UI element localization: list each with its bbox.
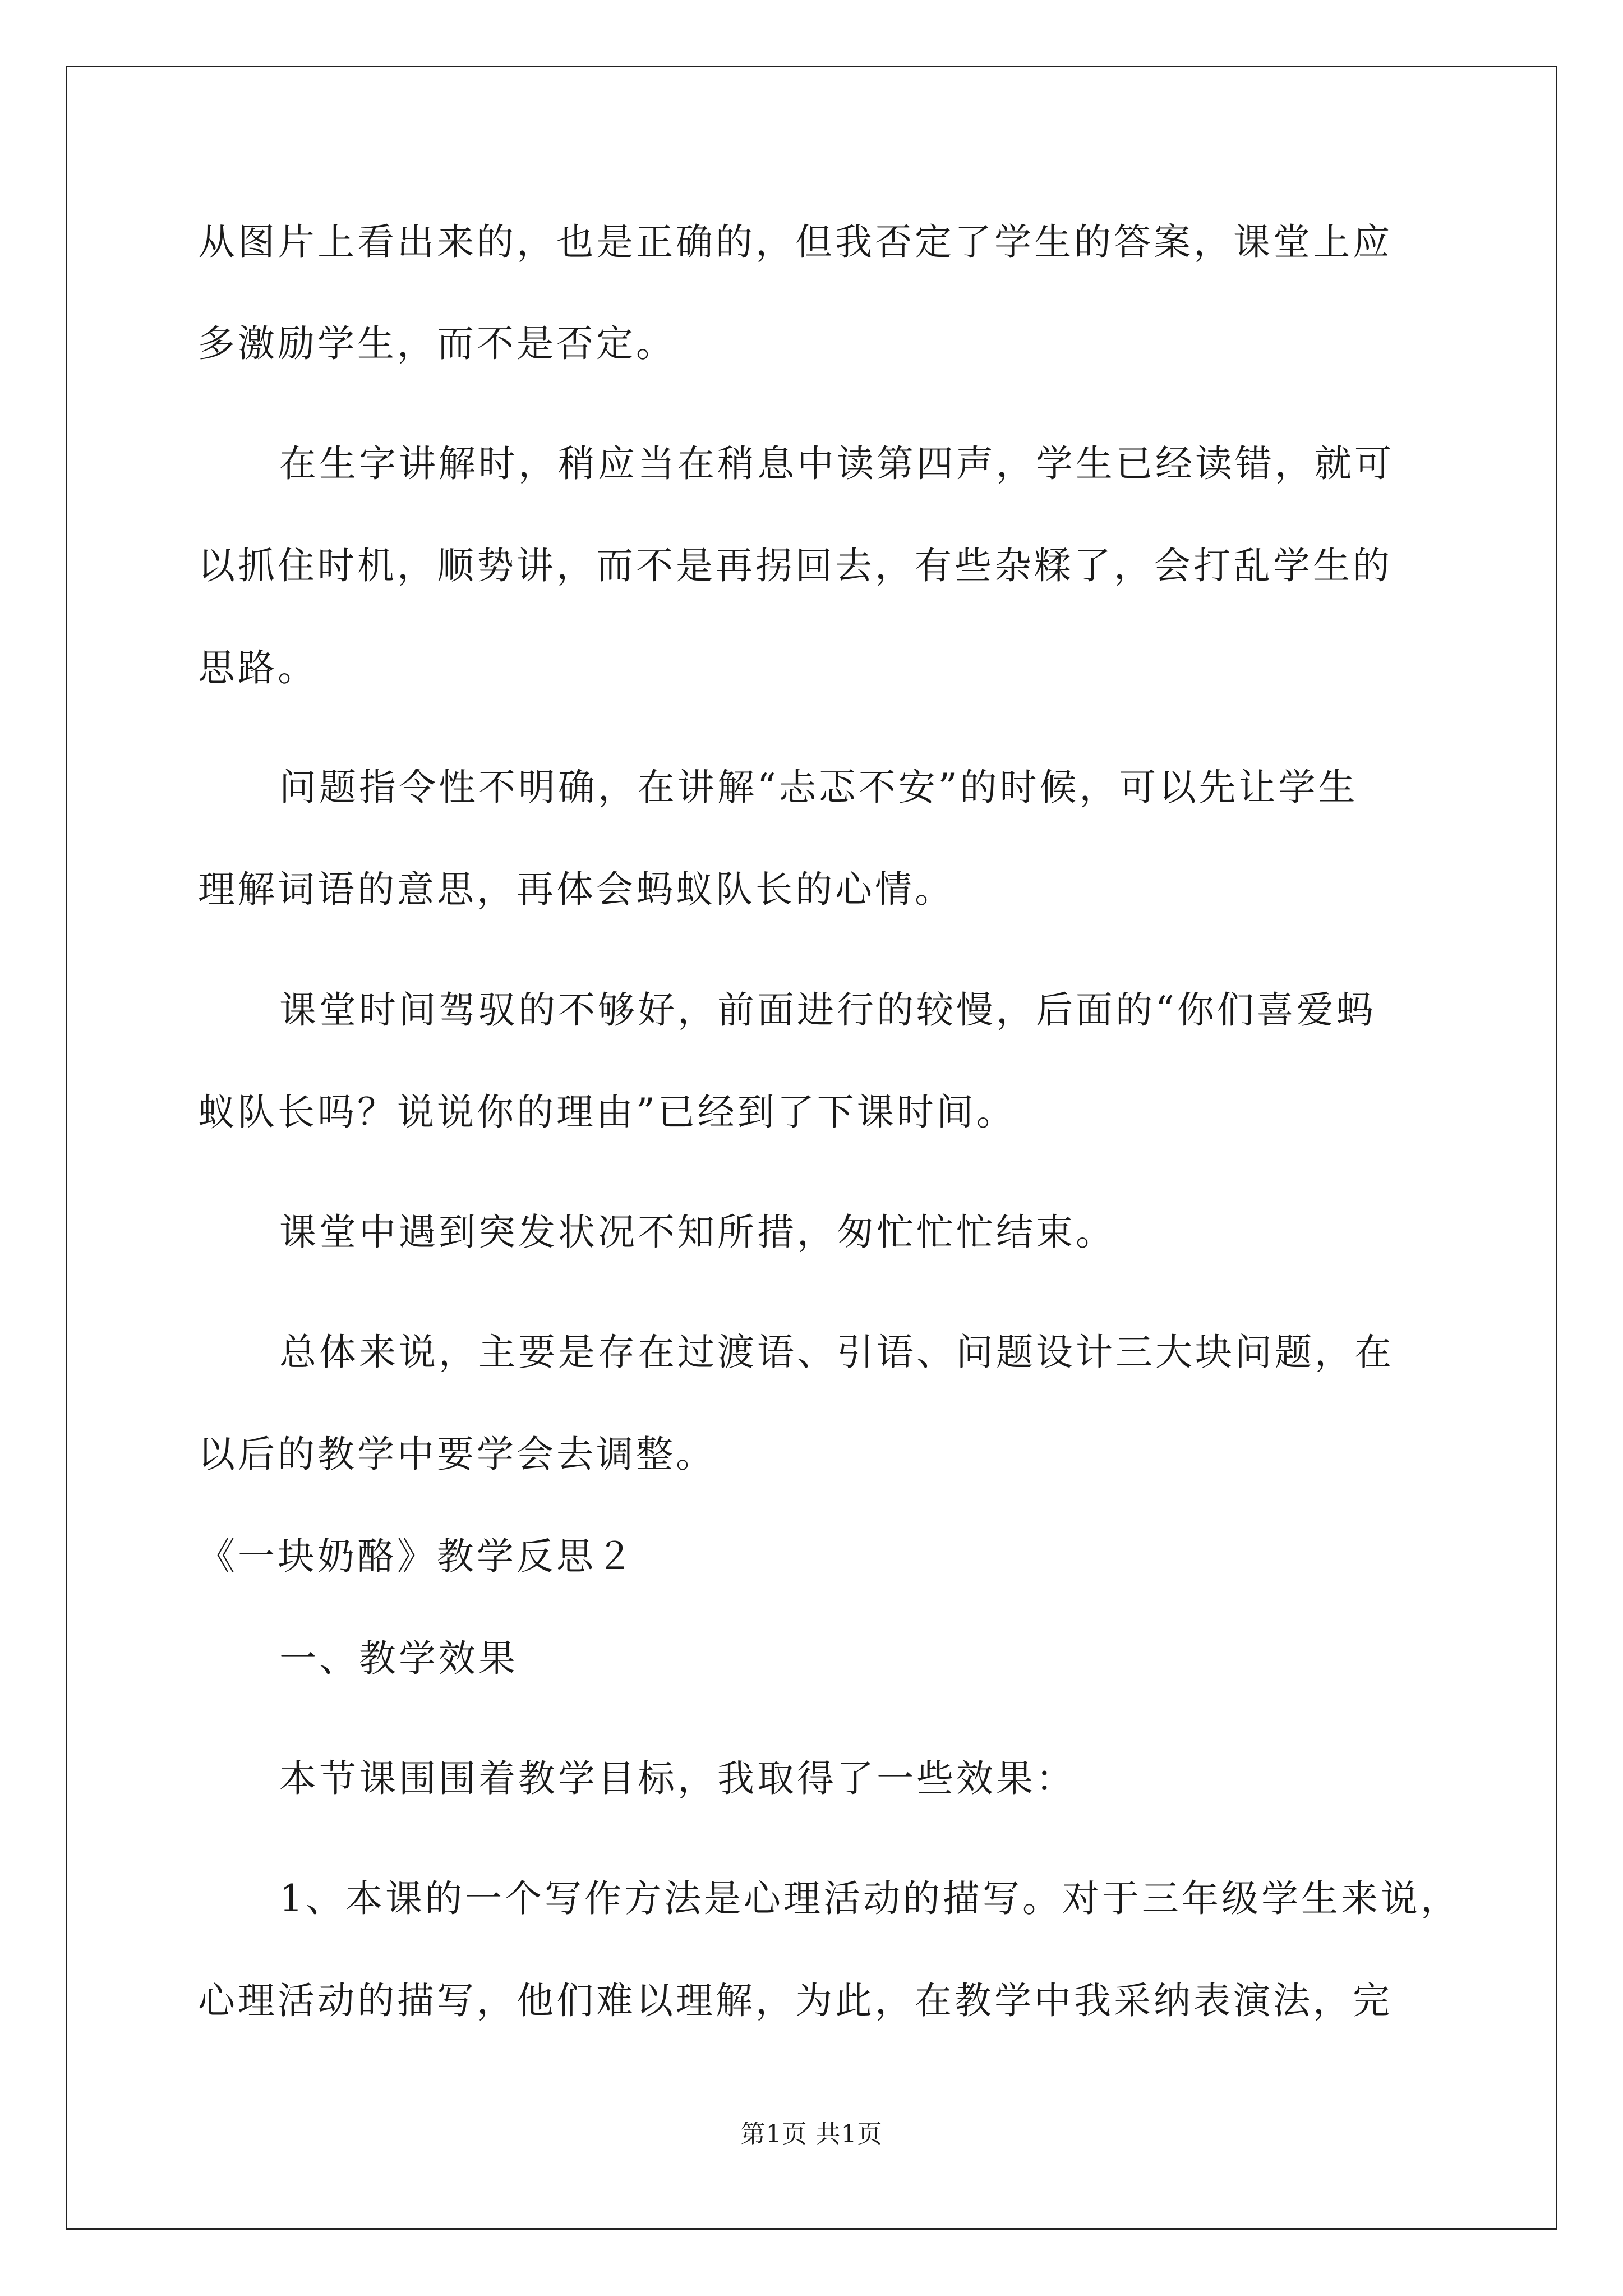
text-line: 蚁队长吗？说说你的理由”已经到了下课时间。 (198, 1091, 1016, 1134)
text-line: 1、本课的一个写作方法是心理活动的描写。对于三年级学生来说， (279, 1877, 1460, 1920)
page-footer: 第1页 共1页 (740, 2120, 883, 2148)
text-line: 以后的教学中要学会去调整。 (198, 1433, 716, 1476)
text-line: 在生字讲解时，稍应当在稍息中读第四声，学生已经读错，就可 (279, 442, 1394, 485)
text-line: 心理活动的描写，他们难以理解，为此，在教学中我采纳表演法，完 (198, 1979, 1393, 2022)
text-line: 课堂中遇到突发状况不知所措，匆忙忙忙结束。 (279, 1211, 1115, 1254)
text-line: 理解词语的意思，再体会蚂蚁队长的心情。 (198, 868, 955, 911)
section-heading: 《一块奶酪》教学反思２ (198, 1535, 636, 1578)
text-line: 从图片上看出来的，也是正确的，但我否定了学生的答案，课堂上应 (198, 220, 1393, 264)
subsection-heading: 一、教学效果 (279, 1637, 518, 1680)
text-line: 问题指令性不明确，在讲解“忐忑不安”的时候，可以先让学生 (279, 766, 1358, 809)
text-line: 总体来说，主要是存在过渡语、引语、问题设计三大块问题，在 (279, 1331, 1394, 1374)
text-line: 本节课围围着教学目标，我取得了一些效果： (279, 1757, 1076, 1800)
text-line: 思路。 (198, 646, 317, 689)
text-line: 课堂时间驾驭的不够好，前面进行的较慢，后面的“你们喜爱蚂 (279, 988, 1376, 1032)
text-line: 多激励学生，而不是否定。 (198, 322, 676, 365)
text-line: 以抓住时机，顺势讲，而不是再拐回去，有些杂糅了，会打乱学生的 (198, 544, 1393, 587)
